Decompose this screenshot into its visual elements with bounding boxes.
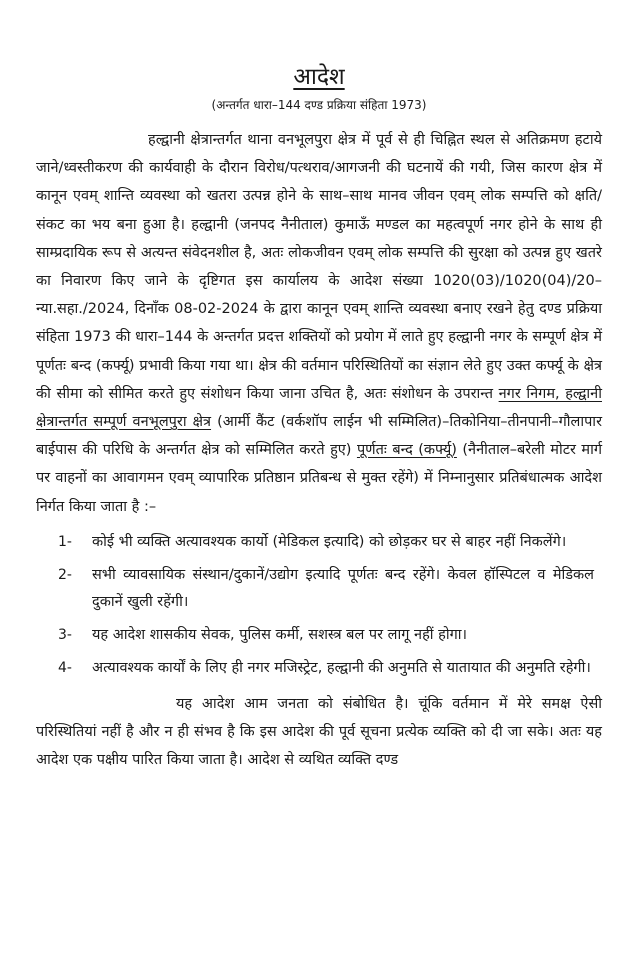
list-item-text: सभी व्यावसायिक संस्थान/दुकानें/उद्योग इत्यादि पूर्णतः बन्द रहेंगे। केवल हॉस्पिटल व मेडिकल दुकानें खुली रहेंगी। — [92, 566, 594, 610]
list-item-number: 2- — [58, 566, 72, 583]
list-item — [36, 622, 602, 649]
list-item-number: 4- — [58, 659, 72, 676]
document-subtitle: (अन्तर्गत धारा–144 दण्ड प्रक्रिया संहिता 1973) — [211, 98, 427, 112]
paragraph-2-text: यह आदेश आम जनता को संबोधित है। चूंकि वर्तमान में मेरे समक्ष ऐसी परिस्थितियां नहीं है और न ही संभव है कि इस आदेश की पूर्व सूचना प्रत्येक व्यक्ति को दी जा सके। अतः यह आदेश एक पक्षीय पारित किया जाता है। आदेश से व्यथित व्यक्ति दण्ड — [36, 695, 602, 769]
document-title — [36, 62, 602, 92]
list-item-text: अत्यावश्यक कार्यों के लिए ही नगर मजिस्ट्रेट, हल्द्वानी की अनुमति से यातायात की अनुमति रहेगी। — [92, 659, 591, 676]
list-item-number: 3- — [58, 626, 72, 643]
paragraph-1-text-a: हल्द्वानी क्षेत्रान्तर्गत थाना वनभूलपुरा क्षेत्र में पूर्व से ही चिह्नित स्थल से अतिक्रमण हटाये जाने/ध्वस्तीकरण की कार्यवाही के दौरान विरोध/पत्थराव/आगजनी की घटनायें की गयी, जिस कारण क्षेत्र में कानून एवम् शान्ति व्यवस्था को खतरा उत्पन्न होने के साथ–साथ मानव जीवन एवम् लोक सम्पत्ति को क्षति/संकट का भय बना हुआ है। हल्द्वानी (जनपद नैनीताल) कुमाऊँ मण्डल का महत्वपूर्ण नगर होने के साथ ही साम्प्रदायिक रूप से अत्यन्त संवेदनशील है, अतः लोकजीवन एवम् लोक सम्पत्ति की सुरक्षा को उत्पन्न हुए खतरे का निवारण किए जाने के दृष्टिगत इस कार्यालय के आदेश संख्या 1020(03)/1020(04)/20–न्या.सहा./2024, दिनाँक 08-02-2024 के द्वारा कानून एवम् शान्ति व्यवस्था बनाए रखने हेतु दण्ड प्रक्रिया संहिता 1973 की धारा–144 के अन्तर्गत प्रदत्त शक्तियों को प्रयोग में लाते हुए हल्द्वानी नगर के सम्पूर्ण क्षेत्र में पूर्णतः बन्द (कर्फ्यू) प्रभावी किया गया था। क्षेत्र की वर्तमान परिस्थितियों का संज्ञान लेते हुए उक्त कर्फ्यू के क्षेत्र की सीमा को सीमित करते हुए संशोधन किया जाना उचित है, अतः संशोधन के उपरान्त — [36, 132, 602, 402]
paragraph-1-text-c: (नैनीताल–बरेली मोटर मार्ग पर वाहनों का आवागमन एवम् व्यापारिक प्रतिष्ठान प्रतिबन्ध से मुक्त रहेंगे) में निम्नानुसार प्रतिबंधात्मक आदेश निर्गत किया जाता है :– — [36, 442, 602, 515]
restriction-list — [36, 529, 602, 682]
list-item-text: कोई भी व्यक्ति अत्यावश्यक कार्यो (मेडिकल इत्यादि) को छोड़कर घर से बाहर नहीं निकलेंगे। — [92, 533, 567, 550]
list-item — [36, 655, 602, 682]
list-item-text: यह आदेश शासकीय सेवक, पुलिस कर्मी, सशस्त्र बल पर लागू नहीं होगा। — [92, 626, 468, 643]
underlined-curfew-text: पूर्णतः बन्द (कर्फ्यू) — [356, 442, 457, 459]
paragraph-1-text-b: (आर्मी कैंट (वर्कशॉप लाईन भी सम्मिलित)–तिकोनिया–तीनपानी–गौलापार बाईपास की परिधि के अन्तर्गत क्षेत्र को सम्मिलित करते हुए) — [36, 414, 602, 459]
list-item-number: 1- — [58, 533, 72, 550]
title-text: आदेश — [293, 64, 345, 90]
order-paragraph-1 — [36, 126, 602, 521]
list-item — [36, 529, 602, 556]
list-item — [36, 562, 602, 616]
order-paragraph-2 — [36, 690, 602, 775]
underlined-area-text: नगर निगम, हल्द्वानी क्षेत्रान्तर्गत सम्पूर्ण वनभूलपुरा क्षेत्र — [36, 385, 602, 431]
